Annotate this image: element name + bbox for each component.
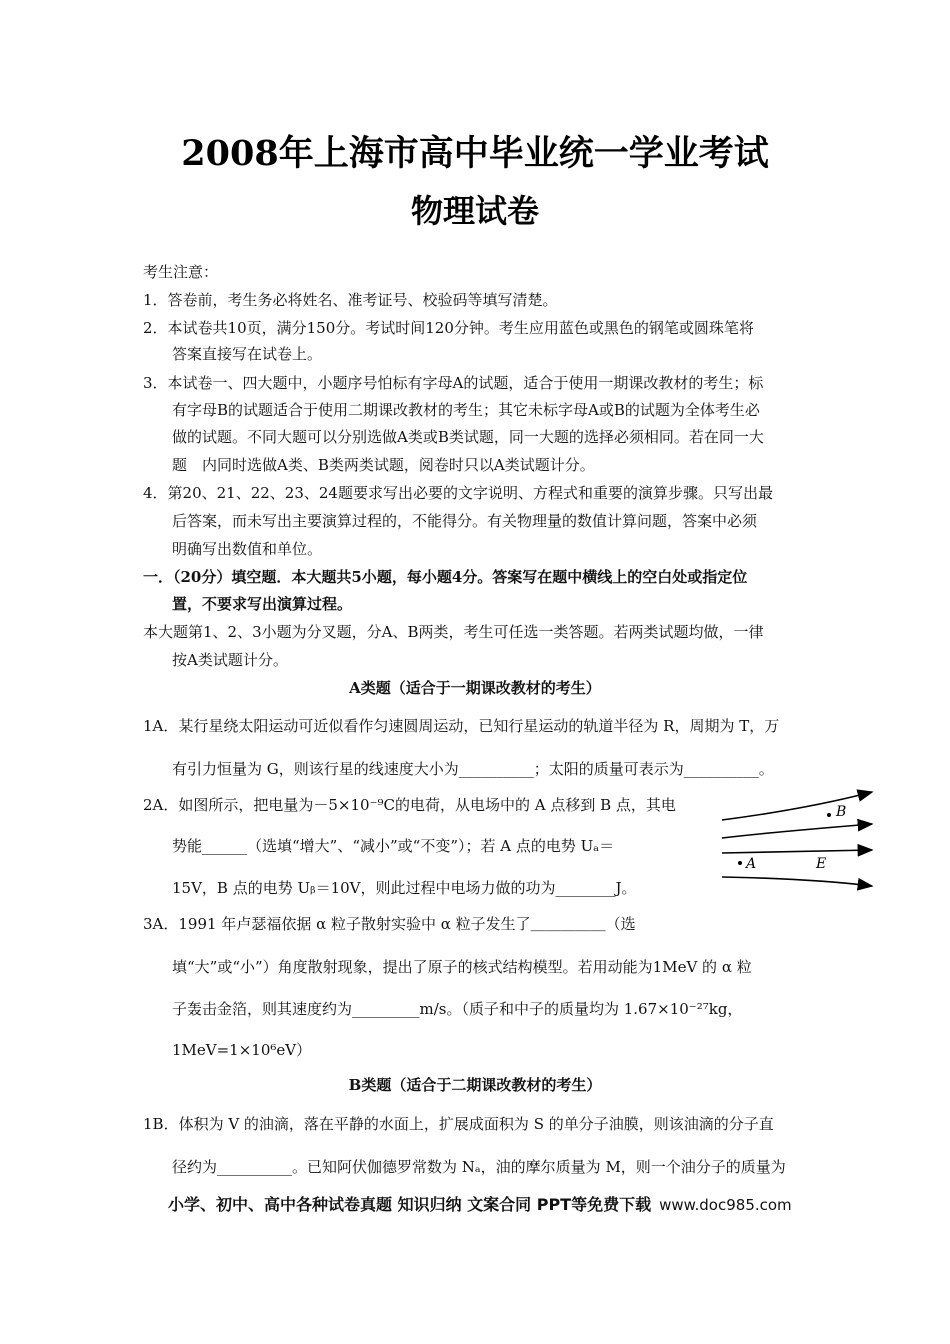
label-b: B	[836, 804, 847, 820]
question-3a: 填“大”或“小”）角度散射现象，提出了原子的核式结构模型。若用动能为1MeV 的 α 粒	[172, 958, 752, 976]
label-a: A	[746, 856, 757, 872]
a-heading: A类题（适合于一期课改教材的考生）	[349, 679, 601, 697]
question-2a: 2A．如图所示，把电量为－5×10⁻⁹C的电荷，从电场中的 A 点移到 B 点，其电	[143, 796, 676, 814]
question-1b: 径约为__________。已知阿伏伽德罗常数为 Nₐ，油的摩尔质量为 M，则一个油分子的质量为	[172, 1158, 786, 1176]
footer-banner	[168, 1192, 792, 1215]
footer-text: 小学、初中、高中各种试卷真题 知识归纳 文案合同 PPT等免费下载	[168, 1195, 652, 1214]
electric-field-diagram	[718, 786, 888, 906]
section-note: 本大题第1、2、3小题为分叉题，分A、B两类，考生可任选一类答题。若两类试题均做，一律	[143, 623, 764, 641]
label-e: E	[816, 856, 827, 872]
footer-link[interactable]: www.doc985.com	[659, 1196, 792, 1214]
notice-line: 后答案，而未写出主要演算过程的，不能得分。有关物理量的数值计算问题，答案中必须	[172, 512, 758, 530]
notice-line: 4．第20、21、22、23、24题要求写出必要的文字说明、方程式和重要的演算步骤。只写出最	[143, 484, 773, 502]
field-line	[722, 824, 872, 838]
question-3a: 子轰击金箔，则其速度约为_________m/s。（质子和中子的质量均为 1.67×10⁻²⁷kg，	[172, 1000, 743, 1018]
point-b	[827, 813, 831, 817]
question-1b: 1B．体积为 V 的油滴，落在平静的水面上，扩展成面积为 S 的单分子油膜，则该油滴的分子直	[143, 1115, 774, 1133]
notice-line: 2．本试卷共10页，满分150分。考试时间120分钟。考生应用蓝色或黑色的钢笔或圆珠笔将	[143, 319, 754, 337]
field-line	[722, 850, 872, 853]
question-2a: 势能______（选填“增大”、“减小”或“不变”）；若 A 点的电势 Uₐ＝	[172, 837, 615, 855]
page-subtitle: 物理试卷	[410, 192, 539, 230]
notice-line: 3．本试卷一、四大题中，小题序号怕标有字母A的试题，适合于使用一期课改教材的考生；标	[143, 374, 764, 392]
notice-line: 明确写出数值和单位。	[172, 540, 323, 558]
field-line	[722, 792, 872, 820]
section-heading: 置，不要求写出演算过程。	[172, 595, 353, 613]
notice-line: 题 内同时选做A类、B类两类试题，阅卷时只以A类试题计分。	[172, 456, 595, 474]
b-heading: B类题（适合于二期课改教材的考生）	[348, 1076, 602, 1094]
notice-line: 有字母B的试题适合于使用二期课改教材的考生；其它未标字母A或B的试题为全体考生必	[172, 401, 760, 419]
notice-line: 做的试题。不同大题可以分别选做A类或B类试题，同一大题的选择必须相同。若在同一大	[172, 428, 764, 446]
field-line	[722, 877, 872, 886]
question-3a: 1MeV=1×10⁶eV）	[172, 1041, 312, 1059]
notice-heading: 考生注意：	[143, 263, 219, 281]
notice-line: 1．答卷前，考生务必将姓名、准考证号、校验码等填写清楚。	[143, 291, 558, 309]
question-1a: 1A．某行星绕太阳运动可近似看作匀速圆周运动，已知行星运动的轨道半径为 R，周期为 T，万	[143, 717, 780, 735]
page-title: 2008年上海市高中毕业统一学业考试	[181, 133, 769, 174]
point-a	[738, 861, 742, 865]
question-1a: 有引力恒量为 G，则该行星的线速度大小为__________；太阳的质量可表示为__________。	[172, 760, 774, 778]
question-2a: 15V，B 点的电势 Uᵦ＝10V，则此过程中电场力做的功为________J。	[172, 879, 637, 897]
section-note: 按A类试题计分。	[172, 651, 288, 669]
notice-line: 答案直接写在试卷上。	[172, 345, 323, 363]
section-heading: 一．（20分）填空题．本大题共5小题，每小题4分。答案写在题中横线上的空白处或指定位	[143, 568, 748, 586]
question-3a: 3A．1991 年卢瑟福依据 α 粒子散射实验中 α 粒子发生了＿＿＿＿＿（选	[143, 915, 636, 933]
